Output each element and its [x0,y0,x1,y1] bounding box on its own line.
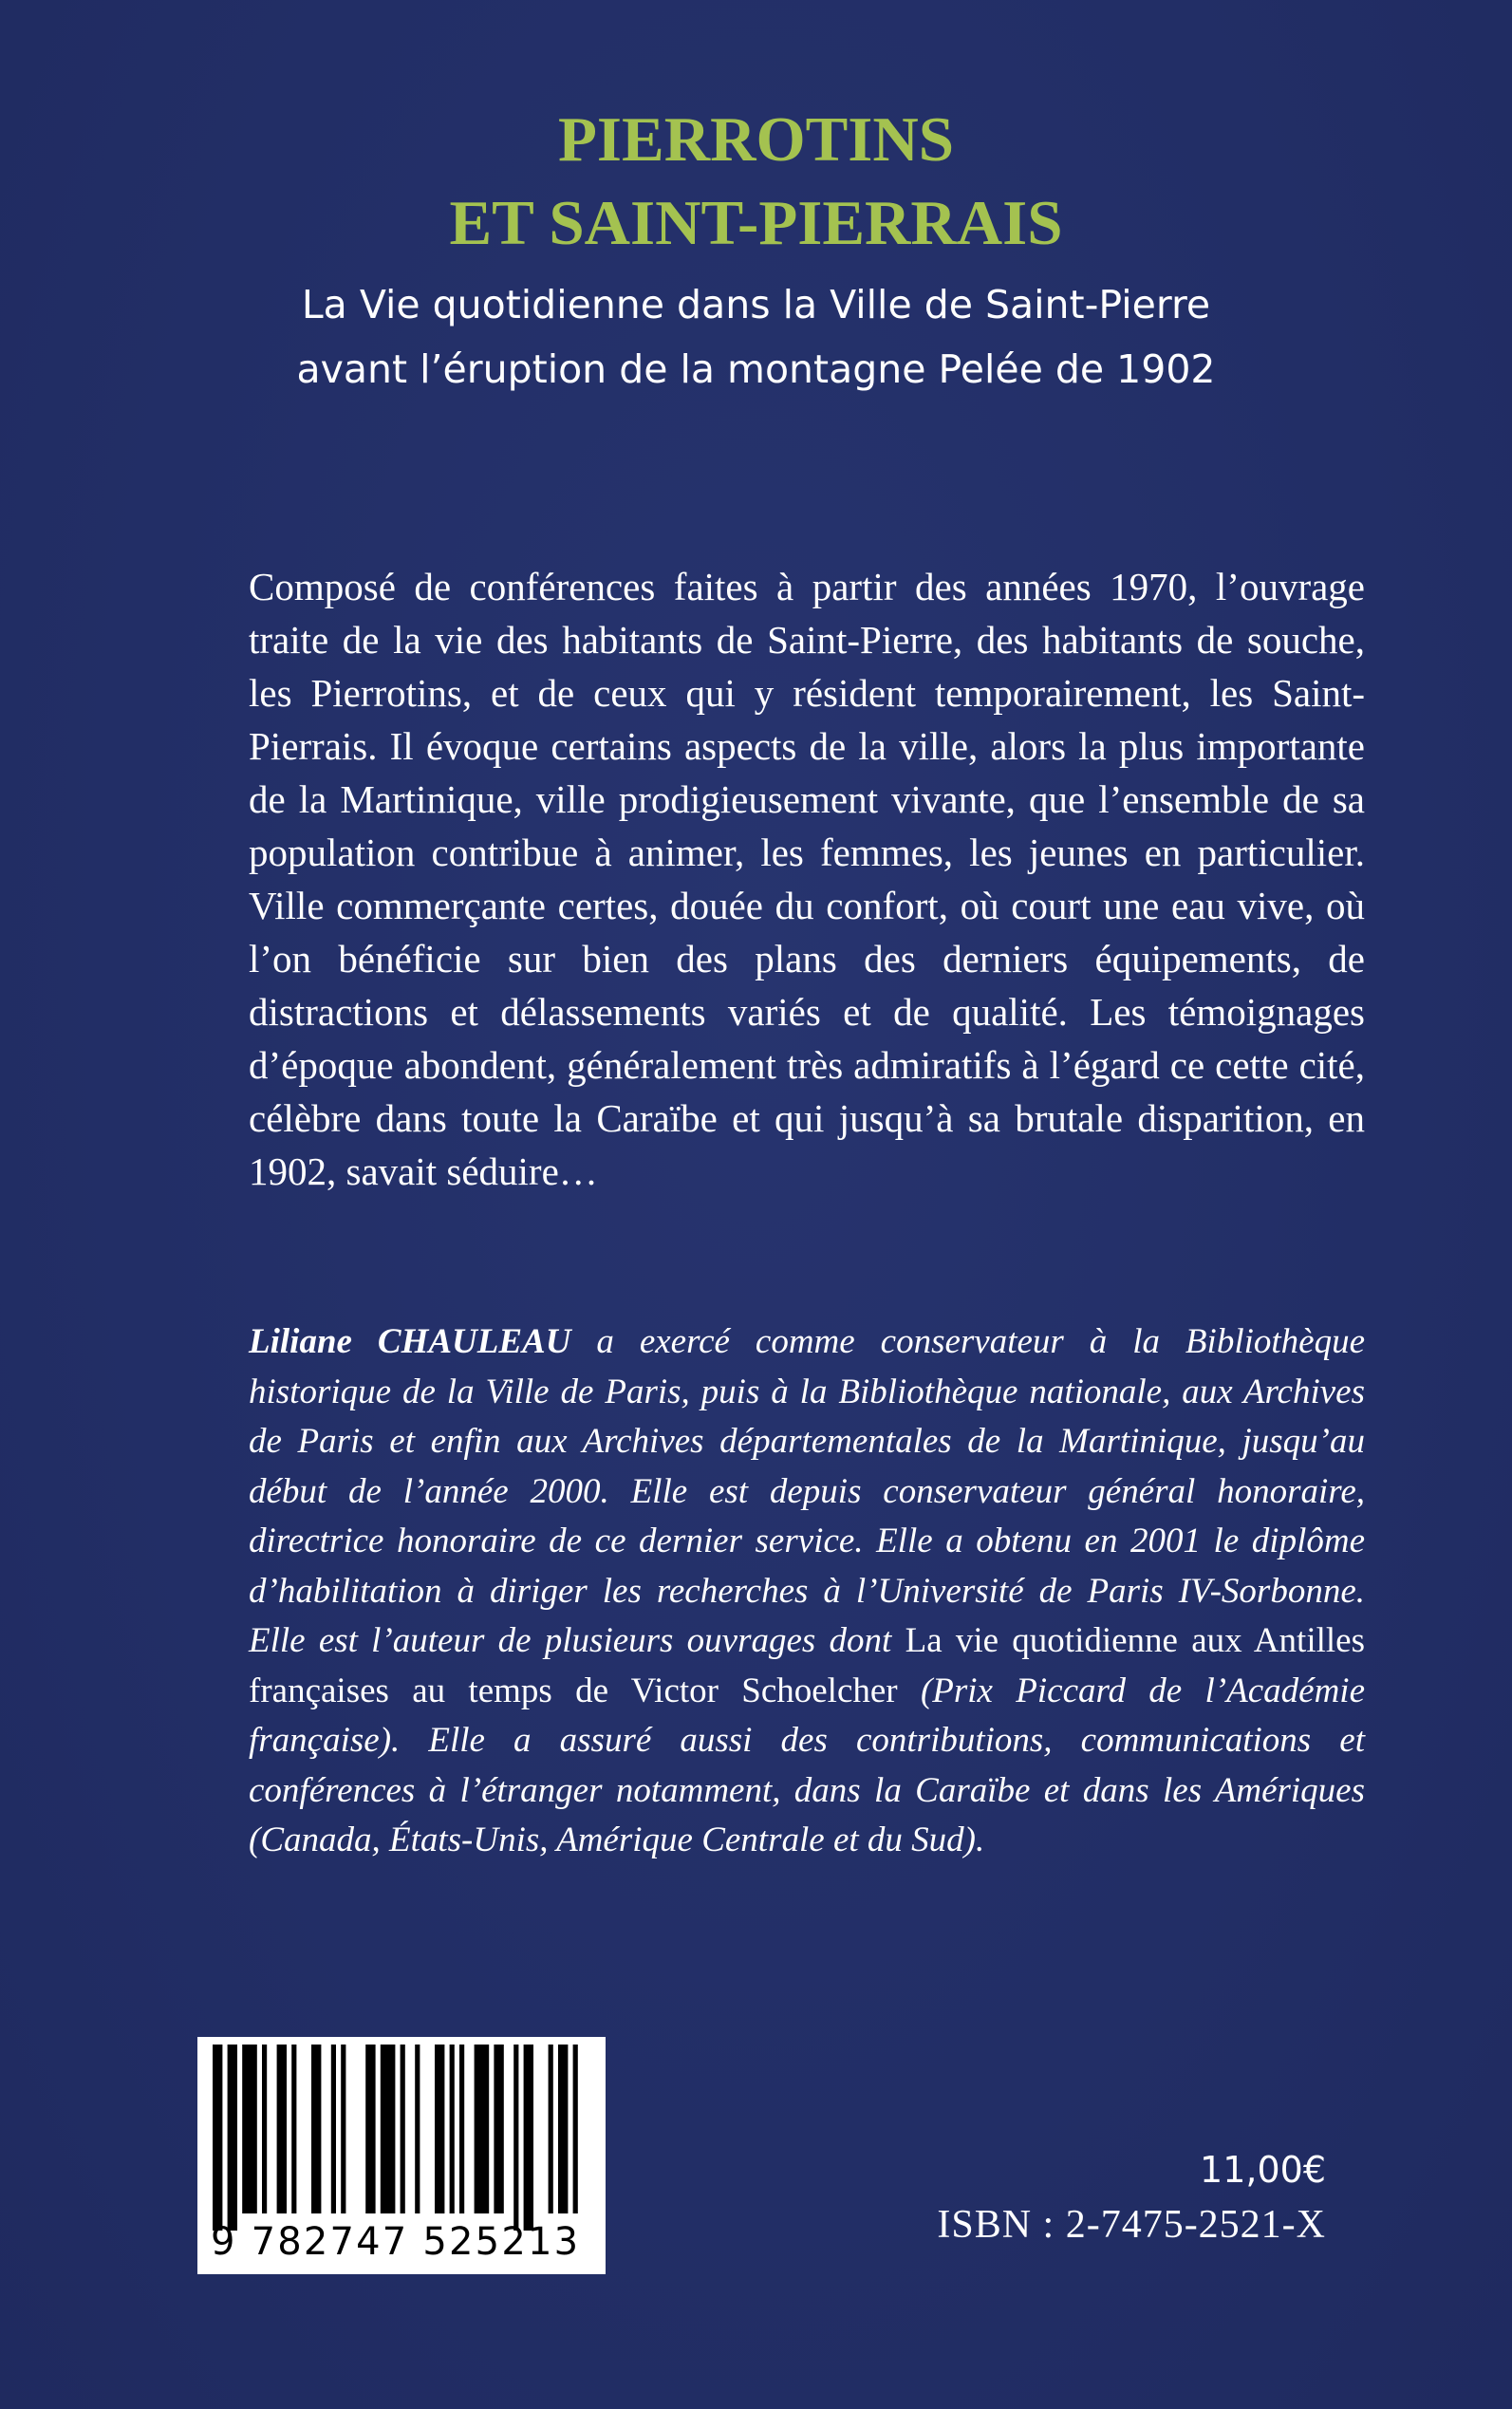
barcode-bar [475,2045,490,2213]
barcode-bar [331,2045,336,2213]
barcode-bar [415,2045,420,2213]
subtitle-line-2: avant l’éruption de la montagne Pelée de 1902 [296,346,1216,392]
subtitle-line-1: La Vie quotidienne dans la Ville de Saint-Pierre [301,282,1211,327]
barcode-bar [291,2045,296,2213]
barcode-bar [549,2045,553,2213]
barcode-bar [435,2045,444,2213]
barcode-bar [524,2045,533,2231]
barcode-bar [213,2045,222,2231]
price: 11,00€ [1200,2149,1326,2191]
summary-paragraph: Composé de conférences faites à partir des années 1970, l’ouvrage traite de la vie des habitants de Saint-Pierre, des habitants de souche, les Pierrotins, et de ceux qui y résident temporairement, les Saint-Pierrais. Il évoque certains aspects de la ville, alors la plus importante de la Martinique, ville prodigieusement vivante, que l’ensemble de sa population contribue à animer, les femmes, les jeunes en particulier. Ville commerçante certes, douée du confort, où court une eau vive, où l’on bénéficie sur bien des plans des derniers équipements, de distractions et délassements variés et de qualité. Les témoignages d’époque abondent, généralement très admiratifs à l’égard ce cette cité, célèbre dans toute la Caraïbe et qui jusqu’à sa brutale disparition, en 1902, savait séduire… [249,565,1365,1193]
barcode-bar [573,2045,578,2213]
barcode-bar [381,2045,396,2213]
bio-text-2: (Prix Piccard de l’Académie française). Elle a assuré aussi des contributions, communications et conférences à l’étranger notamment, dans la Caraïbe et dans les Amériques (Canada, États-Unis, Amérique Centrale et du Sud). [249,1671,1366,1859]
title-line-1: PIERROTINS [558,104,954,175]
barcode-bar [459,2045,464,2213]
barcode-bar [311,2045,321,2213]
barcode-bar [558,2045,568,2213]
barcode-bar [341,2045,345,2213]
author-bio [249,1317,1365,1866]
barcode-bar [401,2045,405,2213]
barcode-bar [242,2045,257,2213]
barcode-bar [262,2045,267,2213]
author-name: Liliane CHAULEAU [249,1322,571,1361]
title-line-2: ET SAINT-PIERRAIS [449,188,1063,258]
barcode-bar [228,2045,237,2231]
barcode-bar [450,2045,455,2213]
barcode-bar [494,2045,503,2213]
barcode-bar [365,2045,375,2213]
bio-book-title: La vie quotidienne aux Antilles françaises au temps de Victor Schoelcher [249,1621,1365,1710]
barcode-digits: 9 782747 525213 [211,2220,581,2264]
barcode-bar [277,2045,287,2213]
barcode [197,2037,606,2274]
barcode-bar [513,2045,518,2231]
bio-text-1: a exercé comme conservateur à la Bibliothèque historique de la Ville de Paris, puis à la Bibliothèque nationale, aux Archives de Paris et enfin aux Archives départementales de la Martinique, jusqu’au début de l’année 2000. Elle est depuis conservateur général honoraire, directrice honoraire de ce dernier service. Elle a obtenu en 2001 le diplôme d’habilitation à diriger les recherches à l’Université de Paris IV-Sorbonne. Elle est l’auteur de plusieurs ouvrages dont [249,1322,1366,1660]
isbn: ISBN : 2-7475-2521-X [937,2203,1326,2247]
